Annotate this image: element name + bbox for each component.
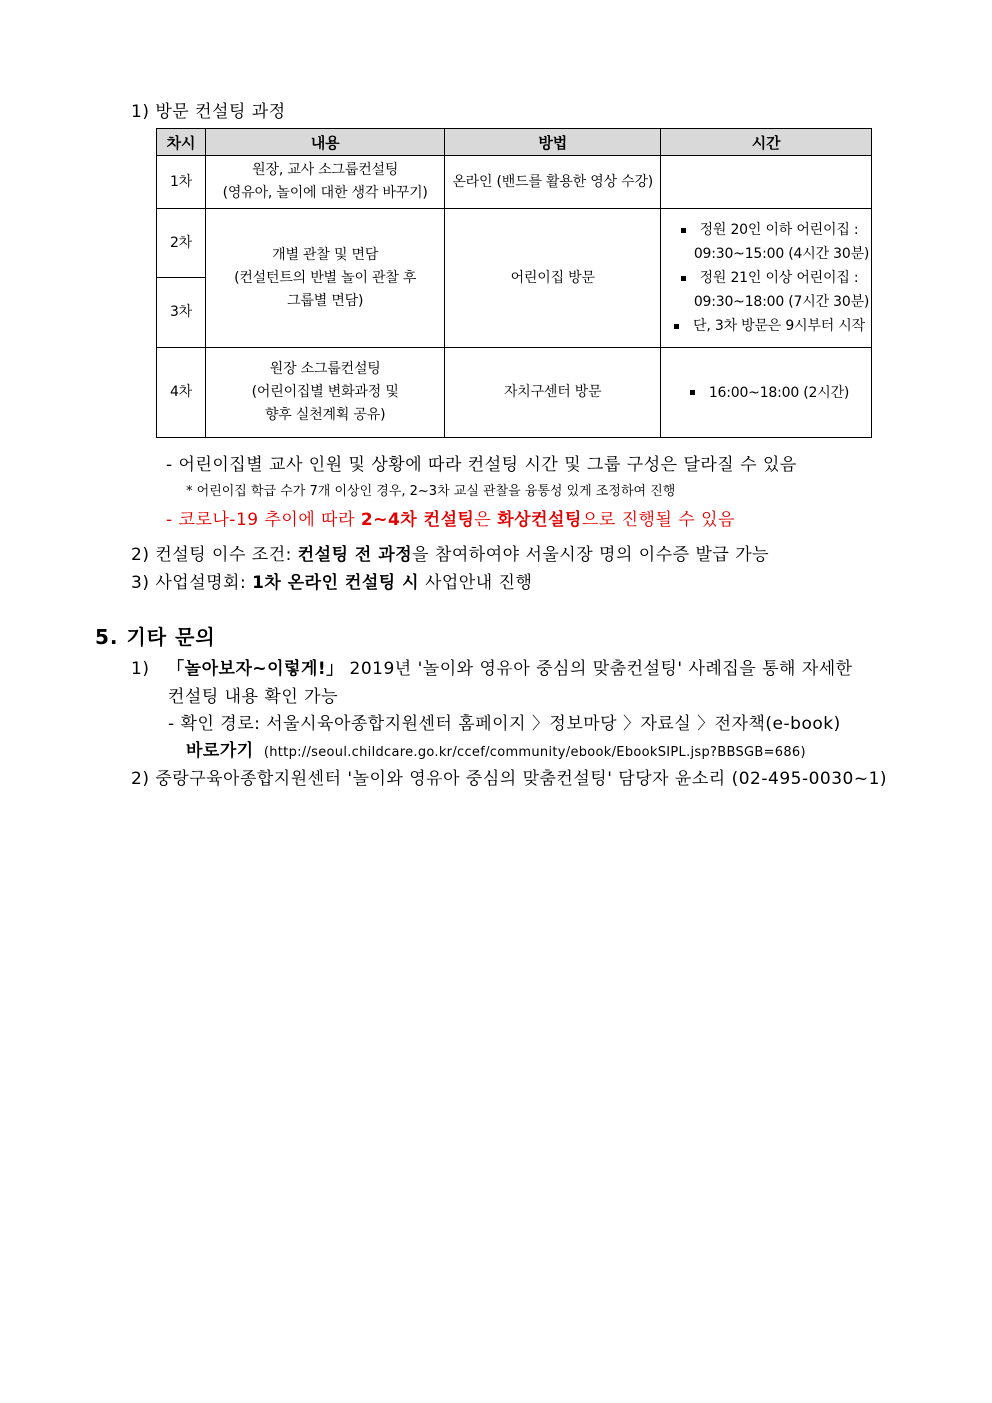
header-session: 차시	[157, 129, 206, 156]
time-bullet: 정원 20인 이하 어린이집 :	[669, 218, 870, 242]
inquiry-item-2-contact: 2) 중랑구육아종합지원센터 '놀이와 영유아 중심의 맞춤컨설팅' 담당자 윤소리 (02-495-0030~1)	[131, 769, 888, 789]
content-line: 개별 관찰 및 면담	[272, 246, 379, 263]
content-cell	[205, 348, 445, 438]
bullet-square-icon	[681, 276, 686, 281]
time-cell	[660, 348, 871, 438]
section-title-other-inquiries: 5. 기타 문의	[95, 625, 216, 649]
content-line: (컨설턴트의 반별 놀이 관찰 후	[234, 269, 417, 286]
section-heading-visit-consulting: 1) 방문 컨설팅 과정	[131, 102, 286, 122]
content-line: (어린이집별 변화과정 및	[251, 384, 399, 400]
briefing-session: 3) 사업설명회: 1차 온라인 컨설팅 시 사업안내 진행	[131, 573, 533, 593]
time-cell	[660, 156, 871, 209]
ebook-link[interactable]: 바로가기 (http://seoul.childcare.go.kr/ccef/community/ebook/EbookSIPL.jsp?BBSGB=686)	[186, 741, 806, 761]
method-cell: 온라인 (밴드를 활용한 영상 수강)	[445, 156, 661, 209]
table-row	[157, 209, 872, 278]
session-cell: 4차	[157, 348, 206, 438]
completion-condition: 2) 컨설팅 이수 조건: 컨설팅 전 과정을 참여하여야 서울시장 명의 이수증 발급 가능	[131, 545, 770, 565]
header-content: 내용	[205, 129, 445, 156]
table-header-row	[157, 129, 872, 156]
table-row	[157, 348, 872, 438]
session-cell: 2차	[157, 209, 206, 278]
time-bullet: 정원 21인 이상 어린이집 :	[669, 266, 870, 290]
table-row	[157, 156, 872, 209]
consulting-schedule-table	[156, 128, 872, 438]
bullet-square-icon	[690, 390, 695, 395]
note-covid-online: - 코로나-19 추이에 따라 2~4차 컨설팅은 화상컨설팅으로 진행될 수 있음	[166, 510, 735, 530]
content-cell	[205, 156, 445, 209]
time-bullet: 단, 3차 방문은 9시부터 시작	[669, 314, 870, 338]
note-class-count: * 어린이집 학급 수가 7개 이상인 경우, 2~3차 교실 관찰을 융통성 있게 조정하여 진행	[186, 484, 676, 499]
time-line: 09:30~15:00 (4시간 30분)	[693, 246, 870, 262]
content-line: 향후 실천계획 공유)	[264, 407, 386, 423]
header-method: 방법	[445, 129, 661, 156]
time-line: 09:30~18:00 (7시간 30분)	[693, 294, 870, 310]
content-line: 원장, 교사 소그룹컨설팅	[252, 162, 399, 178]
content-line: 그룹별 면담)	[287, 292, 364, 309]
content-cell	[205, 209, 445, 348]
inquiry-item-1-line2: 컨설팅 내용 확인 가능	[168, 687, 339, 707]
inquiry-item-1: 1) 「놀아보자~이렇게!」 2019년 '놀이와 영유아 중심의 맞춤컨설팅' 사례집을 통해 자세한	[131, 659, 853, 679]
method-cell: 어린이집 방문	[445, 209, 661, 348]
note-schedule-variation: - 어린이집별 교사 인원 및 상황에 따라 컨설팅 시간 및 그룹 구성은 달라질 수 있음	[166, 455, 797, 475]
header-time: 시간	[660, 129, 871, 156]
method-cell: 자치구센터 방문	[445, 348, 661, 438]
time-bullet: 16:00~18:00 (2시간)	[669, 381, 870, 405]
session-cell: 3차	[157, 278, 206, 348]
content-line: (영유아, 놀이에 대한 생각 바꾸기)	[222, 185, 428, 201]
session-cell: 1차	[157, 156, 206, 209]
content-line: 원장 소그룹컨설팅	[269, 361, 381, 377]
inquiry-path: - 확인 경로: 서울시육아종합지원센터 홈페이지 〉정보마당 〉자료실 〉전자책(e-book)	[168, 714, 841, 734]
bullet-square-icon	[674, 324, 679, 329]
time-cell	[660, 209, 871, 348]
bullet-square-icon	[681, 228, 686, 233]
